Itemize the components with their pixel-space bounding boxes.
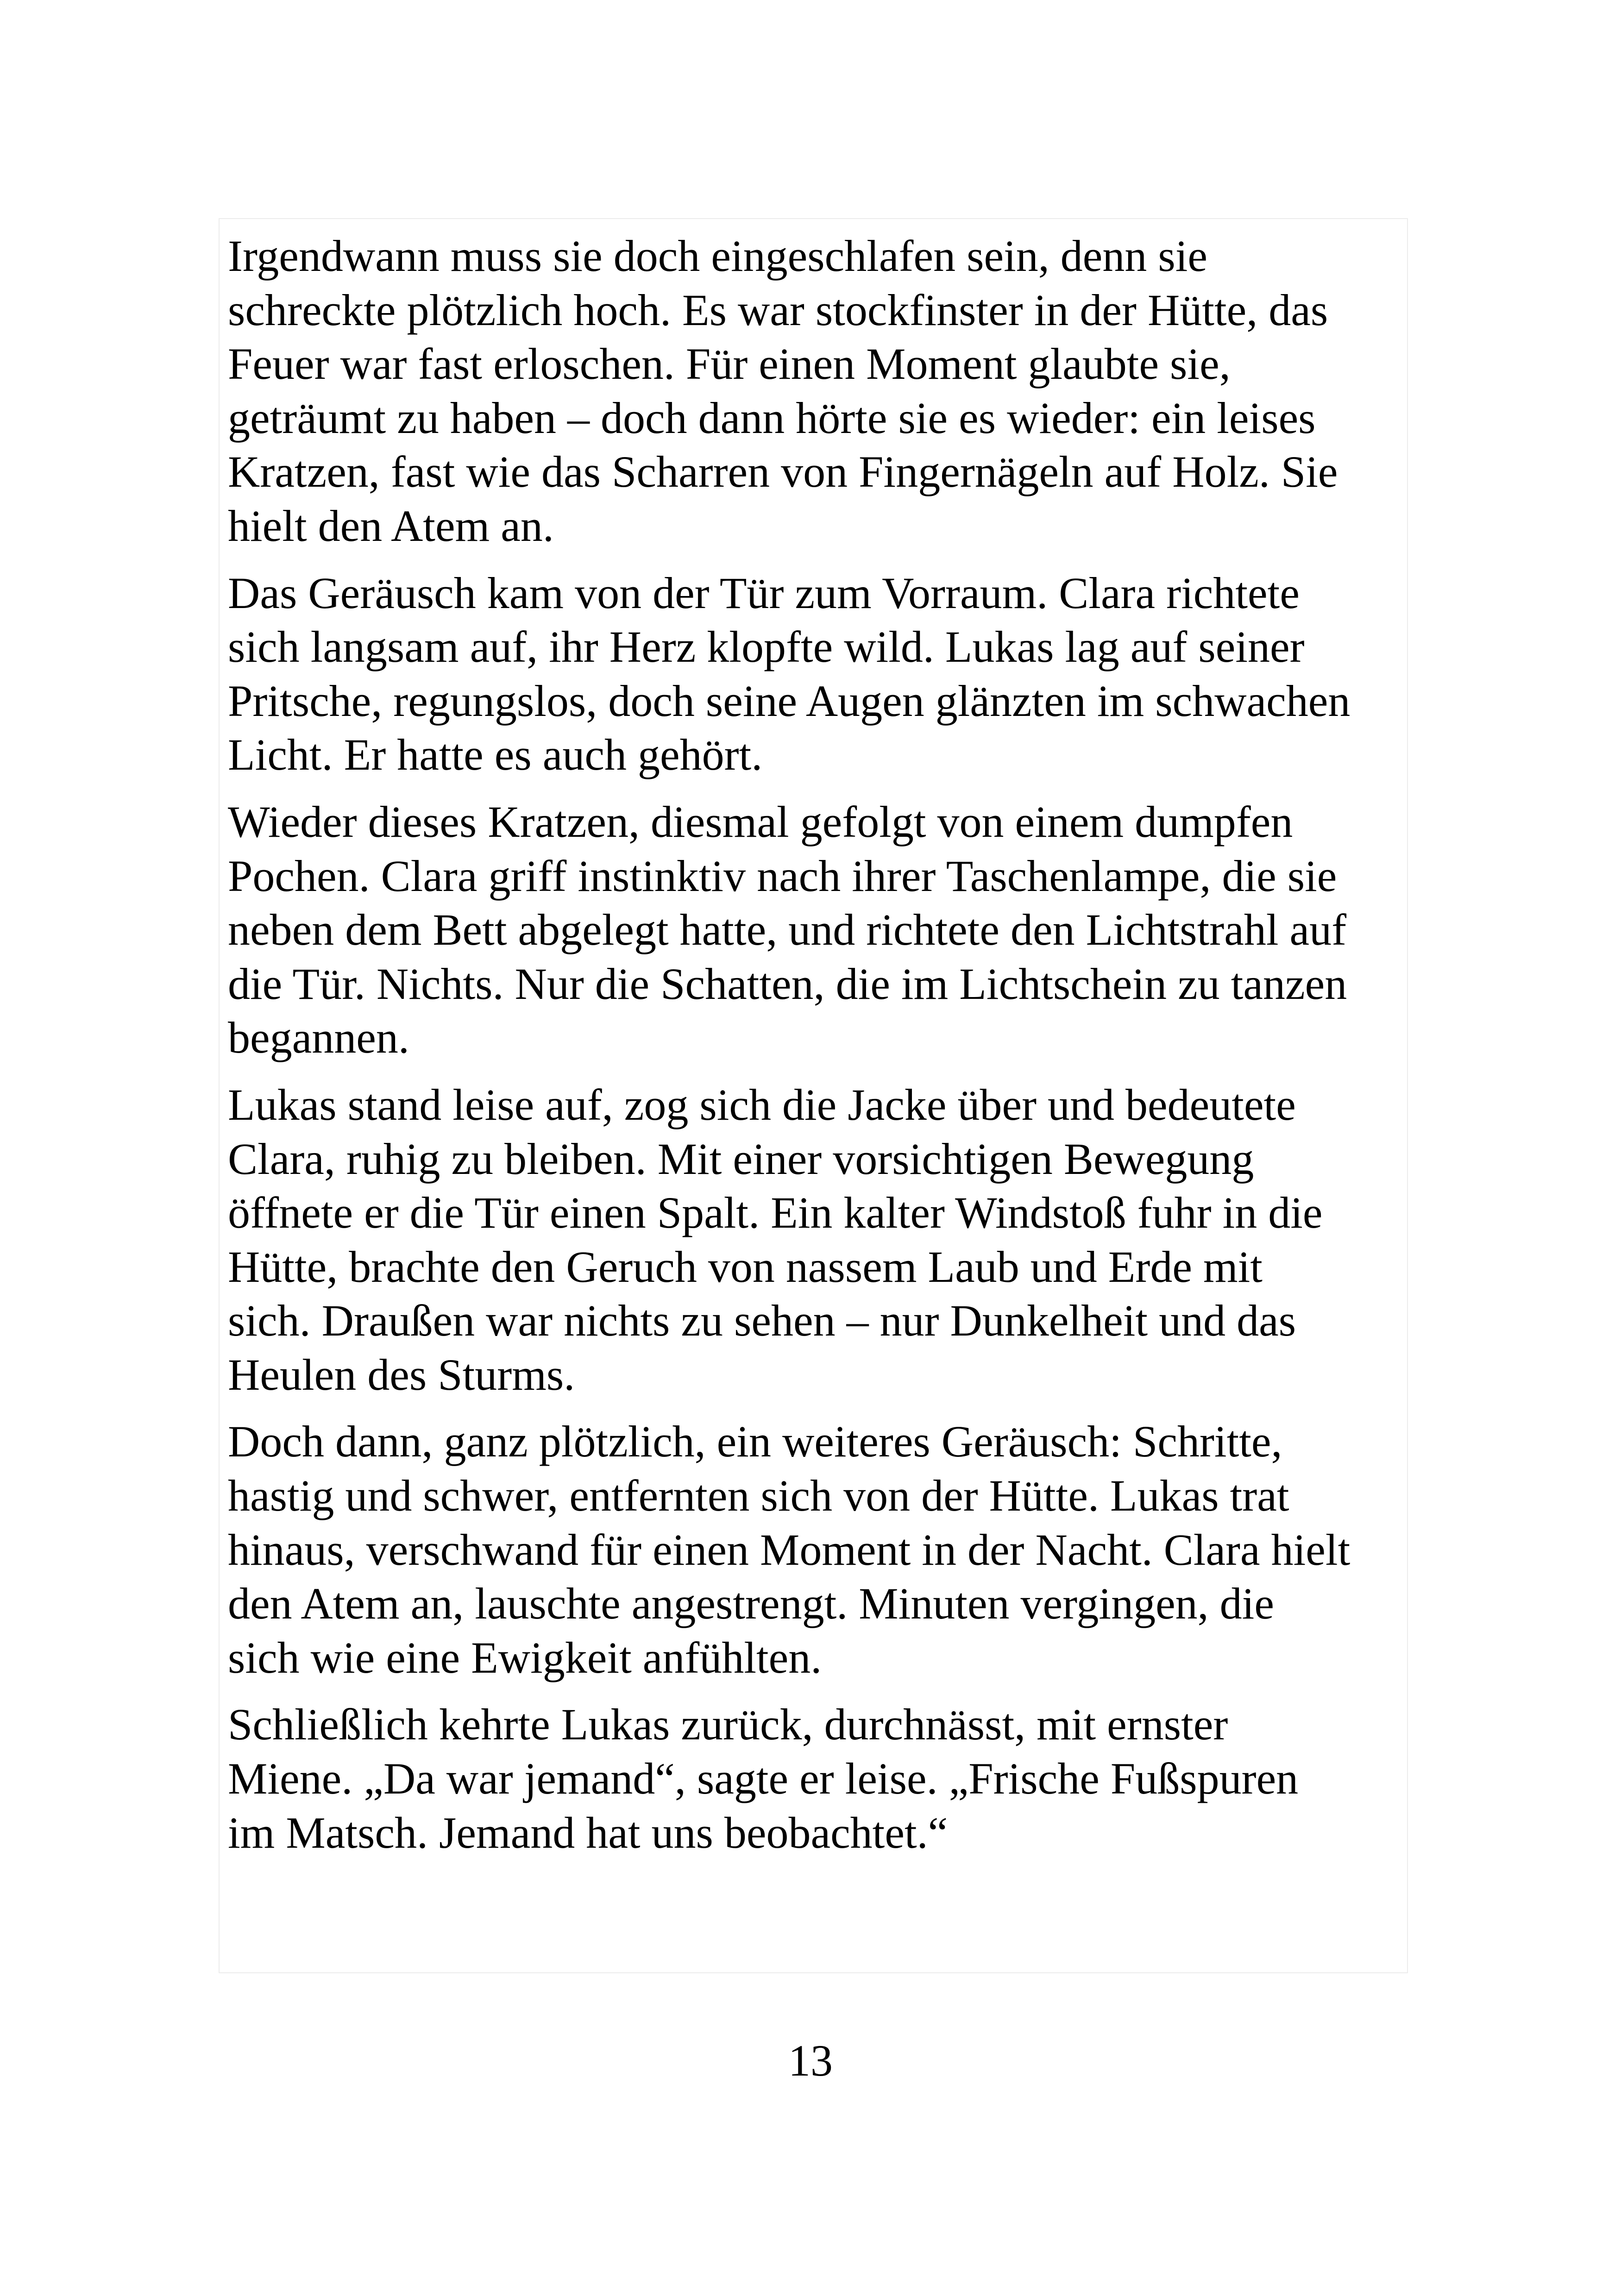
paragraph-6 — [228, 1698, 1402, 1860]
text-line: sich langsam auf, ihr Herz klopfte wild. Lukas lag auf seiner — [228, 622, 1305, 672]
text-line: geträumt zu haben – doch dann hörte sie es wieder: ein leises — [228, 393, 1316, 443]
text-line: sich. Draußen war nichts zu sehen – nur Dunkelheit und das — [228, 1296, 1296, 1346]
text-frame — [219, 218, 1408, 1973]
text-line: Heulen des Sturms. — [228, 1349, 575, 1399]
text-line: im Matsch. Jemand hat uns beobachtet.“ — [228, 1807, 948, 1857]
text-line: Pochen. Clara griff instinktiv nach ihrer Taschenlampe, die sie — [228, 851, 1337, 901]
text-line: hielt den Atem an. — [228, 501, 554, 551]
text-line: neben dem Bett abgelegt hatte, und richtete den Lichtstrahl auf — [228, 905, 1347, 955]
paragraph-4 — [228, 1078, 1402, 1402]
paragraph-1 — [228, 229, 1402, 553]
text-line: Clara, ruhig zu bleiben. Mit einer vorsichtigen Bewegung — [228, 1134, 1254, 1184]
text-line: die Tür. Nichts. Nur die Schatten, die im Lichtschein zu tanzen — [228, 959, 1347, 1009]
text-line: öffnete er die Tür einen Spalt. Ein kalter Windstoß fuhr in die — [228, 1188, 1323, 1238]
text-line: Schließlich kehrte Lukas zurück, durchnässt, mit ernster — [228, 1700, 1228, 1750]
text-line: Lukas stand leise auf, zog sich die Jacke über und bedeutete — [228, 1079, 1296, 1129]
text-line: Pritsche, regungslos, doch seine Augen glänzten im schwachen — [228, 676, 1351, 726]
text-line: den Atem an, lauschte angestrengt. Minuten vergingen, die — [228, 1579, 1274, 1629]
text-line: Irgendwann muss sie doch eingeschlafen sein, denn sie — [228, 231, 1207, 281]
text-line: Das Geräusch kam von der Tür zum Vorraum. Clara richtete — [228, 568, 1300, 618]
text-line: Hütte, brachte den Geruch von nassem Laub und Erde mit — [228, 1242, 1263, 1292]
text-line: sich wie eine Ewigkeit anfühlten. — [228, 1632, 822, 1682]
text-line: Wieder dieses Kratzen, diesmal gefolgt von einem dumpfen — [228, 797, 1293, 847]
text-line: Miene. „Da war jemand“, sagte er leise. „Frische Fußspuren — [228, 1754, 1299, 1804]
text-line: hastig und schwer, entfernten sich von der Hütte. Lukas trat — [228, 1471, 1289, 1521]
text-line: Feuer war fast erloschen. Für einen Moment glaubte sie, — [228, 339, 1231, 389]
text-line: begannen. — [228, 1013, 409, 1063]
text-line: hinaus, verschwand für einen Moment in der Nacht. Clara hielt — [228, 1524, 1351, 1575]
paragraph-3 — [228, 795, 1402, 1065]
page-number: 13 — [788, 2036, 833, 2085]
text-line: Kratzen, fast wie das Scharren von Fingernägeln auf Holz. Sie — [228, 447, 1338, 497]
text-line: schreckte plötzlich hoch. Es war stockfinster in der Hütte, das — [228, 285, 1328, 335]
text-line: Doch dann, ganz plötzlich, ein weiteres Geräusch: Schritte, — [228, 1417, 1282, 1467]
paragraph-5 — [228, 1415, 1402, 1685]
paragraph-2 — [228, 566, 1402, 782]
text-line: Licht. Er hatte es auch gehört. — [228, 730, 763, 780]
